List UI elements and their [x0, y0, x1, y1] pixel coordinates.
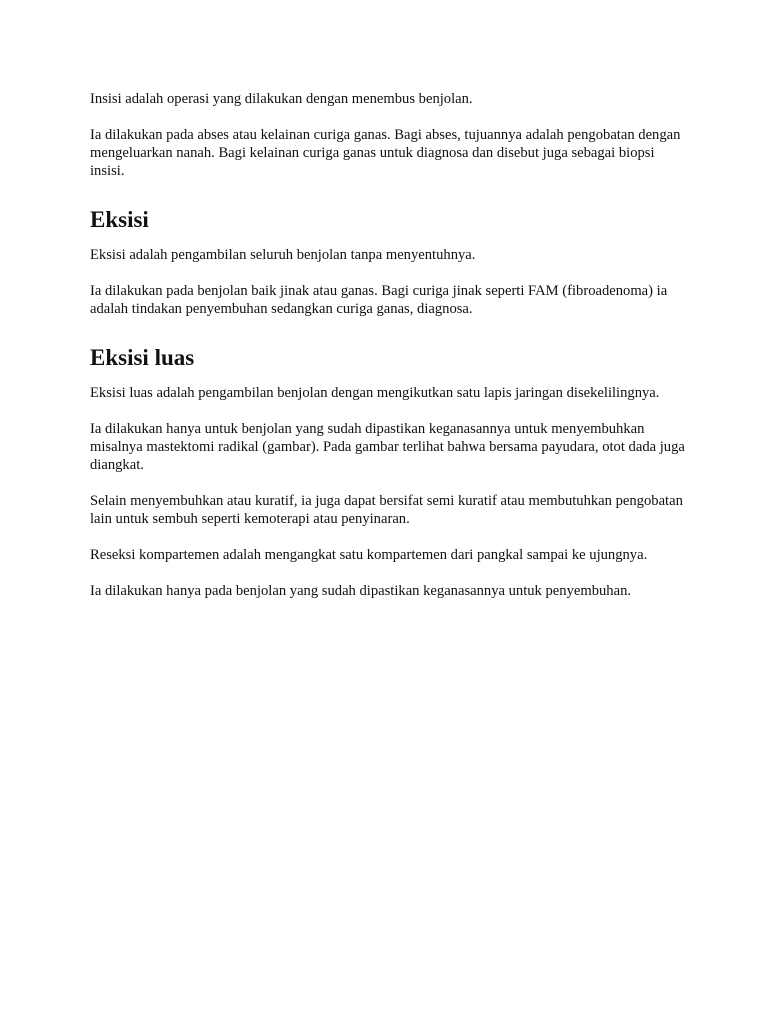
- paragraph-intro-2: Ia dilakukan pada abses atau kelainan curiga ganas. Bagi abses, tujuannya adalah pengobatan dengan mengeluarkan nanah. Bagi kelainan curiga ganas untuk diagnosa dan disebut juga sebagai biopsi insisi.: [90, 127, 681, 179]
- paragraph-eksisi-2: Ia dilakukan pada benjolan baik jinak atau ganas. Bagi curiga jinak seperti FAM (fibroadenoma) ia adalah tindakan penyembuhan sedangkan curiga ganas, diagnosa.: [90, 283, 668, 317]
- paragraph-intro-1: Insisi adalah operasi yang dilakukan dengan menembus benjolan.: [90, 91, 473, 107]
- document-page: [90, 90, 690, 618]
- paragraph-eksisi-1: Eksisi adalah pengambilan seluruh benjolan tanpa menyentuhnya.: [90, 247, 476, 263]
- paragraph-eksisi-luas-2: Ia dilakukan hanya untuk benjolan yang sudah dipastikan keganasannya untuk menyembuhkan misalnya mastektomi radikal (gambar). Pada gambar terlihat bahwa bersama payudara, otot dada juga diangkat.: [90, 421, 685, 473]
- heading-eksisi-luas: Eksisi luas: [90, 345, 195, 370]
- paragraph-eksisi-luas-3: Selain menyembuhkan atau kuratif, ia juga dapat bersifat semi kuratif atau membutuhkan pengobatan lain untuk sembuh seperti kemoterapi atau penyinaran.: [90, 493, 683, 527]
- paragraph-eksisi-luas-1: Eksisi luas adalah pengambilan benjolan dengan mengikutkan satu lapis jaringan disekelilingnya.: [90, 385, 660, 401]
- paragraph-reseksi-2: Ia dilakukan hanya pada benjolan yang sudah dipastikan keganasannya untuk penyembuhan.: [90, 583, 632, 599]
- paragraph-reseksi-1: Reseksi kompartemen adalah mengangkat satu kompartemen dari pangkal sampai ke ujungnya.: [90, 547, 648, 563]
- heading-eksisi: Eksisi: [90, 207, 149, 232]
